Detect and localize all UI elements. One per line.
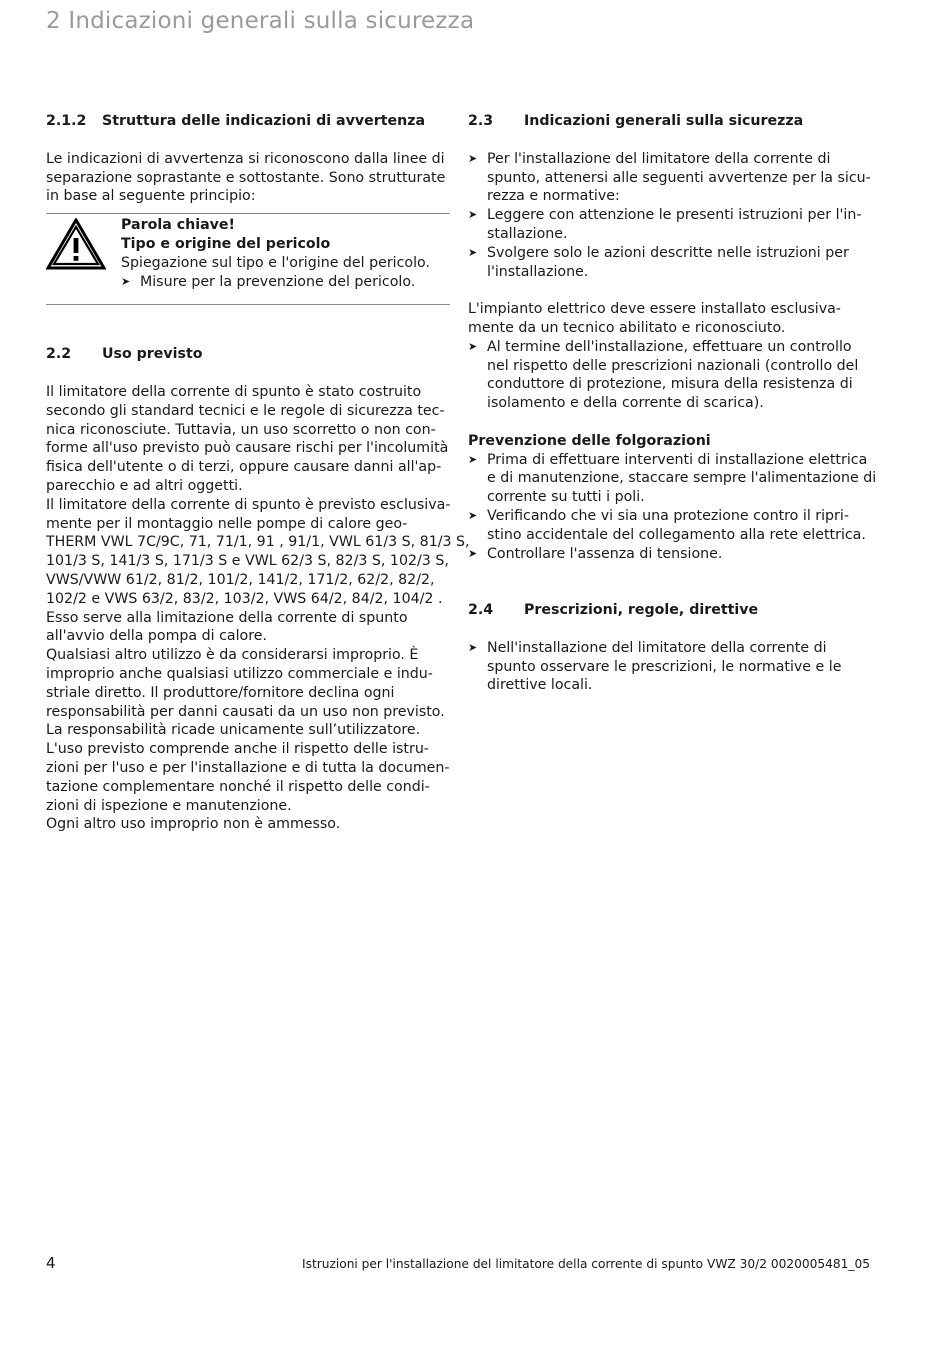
right-column bbox=[468, 112, 878, 695]
text-line: mente da un tecnico abilitato e riconosciuto. bbox=[468, 319, 786, 336]
safety-bullets-3 bbox=[468, 451, 878, 564]
page-number: 4 bbox=[46, 1254, 56, 1272]
list-item bbox=[468, 507, 878, 545]
section-title: Prescrizioni, regole, direttive bbox=[524, 601, 759, 618]
text-line: striale diretto. Il produttore/fornitore declina ogni bbox=[46, 684, 395, 701]
text-line: Le indicazioni di avvertenza si riconoscono dalla linee di bbox=[46, 150, 445, 167]
section-heading-2-4 bbox=[468, 601, 878, 620]
text-line: fisica dell'utente o di terzi, oppure causare danni all'ap- bbox=[46, 459, 442, 476]
text-line: spunto osservare le prescrizioni, le normative e le bbox=[487, 658, 842, 675]
arrow-bullet-icon: ➤ bbox=[468, 208, 478, 222]
section-number: 2.2 bbox=[46, 346, 72, 363]
page-header-title: 2 Indicazioni generali sulla sicurezza bbox=[46, 8, 475, 34]
text-line: stallazione. bbox=[487, 225, 568, 242]
text-line: parecchio e ad altri oggetti. bbox=[46, 477, 243, 494]
text-line: forme all'uso previsto può causare rischi per l'incolumità bbox=[46, 440, 449, 457]
arrow-bullet-icon: ➤ bbox=[468, 508, 478, 522]
text-line: Il limitatore della corrente di spunto è stato costruito bbox=[46, 383, 422, 400]
text-line: l'installazione. bbox=[487, 263, 589, 280]
list-item bbox=[468, 150, 878, 206]
text-line: Leggere con attenzione le presenti istruzioni per l'in- bbox=[487, 207, 862, 224]
warning-explanation: Spiegazione sul tipo e l'origine del pericolo. bbox=[121, 254, 430, 271]
text-line: improprio anche qualsiasi utilizzo commerciale e indu- bbox=[46, 665, 433, 682]
list-item bbox=[468, 639, 878, 695]
text-line: Per l'installazione del limitatore della corrente di bbox=[487, 150, 831, 167]
text-line: Svolgere solo le azioni descritte nelle istruzioni per bbox=[487, 244, 849, 261]
text-line: Prima di effettuare interventi di installazione elettrica bbox=[487, 451, 868, 468]
text-line: nica riconosciute. Tuttavia, un uso scorretto o non con- bbox=[46, 421, 436, 438]
regulations-bullets bbox=[468, 639, 878, 695]
left-column bbox=[46, 112, 470, 834]
text-line: zioni per l'uso e per l'installazione e di tutta la documen- bbox=[46, 759, 450, 776]
text-line: Ogni altro uso improprio non è ammesso. bbox=[46, 816, 341, 833]
safety-bullets-2 bbox=[468, 338, 878, 413]
text-line: direttive locali. bbox=[487, 677, 593, 694]
text-line: Al termine dell'installazione, effettuare un controllo bbox=[487, 338, 852, 355]
text-line: mente per il montaggio nelle pompe di calore geo- bbox=[46, 515, 408, 532]
section-heading-2-3 bbox=[468, 112, 878, 131]
text-line: VWS/VWW 61/2, 81/2, 101/2, 141/2, 171/2, 62/2, 82/2, bbox=[46, 571, 435, 588]
arrow-bullet-icon: ➤ bbox=[468, 452, 478, 466]
list-item bbox=[468, 244, 878, 282]
text-line: rezza e normative: bbox=[487, 188, 620, 205]
section-number: 2.3 bbox=[468, 113, 494, 129]
text-line: corrente su tutti i poli. bbox=[487, 489, 645, 506]
text-line: spunto, attenersi alle seguenti avvertenze per la sicu- bbox=[487, 169, 871, 186]
text-line: isolamento e della corrente di scarica). bbox=[487, 395, 764, 412]
text-line: Qualsiasi altro utilizzo è da considerarsi improprio. È bbox=[46, 647, 419, 664]
text-line: e di manutenzione, staccare sempre l'alimentazione di bbox=[487, 470, 877, 487]
text-line: L'impianto elettrico deve essere installato esclusiva- bbox=[468, 301, 841, 318]
warning-keyword: Parola chiave! bbox=[121, 217, 235, 234]
section-number: 2.1.2 bbox=[46, 113, 87, 129]
text-line: La responsabilità ricade unicamente sull’utilizzatore. bbox=[46, 722, 421, 739]
section-title: Uso previsto bbox=[102, 346, 203, 363]
arrow-bullet-icon: ➤ bbox=[468, 151, 478, 165]
intended-use-text bbox=[46, 383, 470, 834]
text-line: all'avvio della pompa di calore. bbox=[46, 628, 267, 645]
warning-intro bbox=[46, 150, 450, 206]
safety-bullets-1 bbox=[468, 150, 878, 282]
text-line: L'uso previsto comprende anche il rispetto delle istru- bbox=[46, 741, 429, 758]
section-heading-2-2 bbox=[46, 345, 450, 364]
section-title: Struttura delle indicazioni di avvertenza bbox=[102, 113, 426, 129]
section-title: Indicazioni generali sulla sicurezza bbox=[524, 113, 804, 129]
arrow-bullet-icon: ➤ bbox=[468, 640, 478, 654]
text-line: separazione soprastante e sottostante. Sono strutturate bbox=[46, 169, 446, 186]
warning-example-box bbox=[46, 213, 450, 305]
text-line: Verificando che vi sia una protezione contro il ripri- bbox=[487, 507, 849, 524]
text-line: responsabilità per danni causati da un uso non previsto. bbox=[46, 703, 445, 720]
warning-triangle-icon bbox=[46, 218, 106, 270]
text-line: stino accidentale del collegamento alla rete elettrica. bbox=[487, 526, 866, 543]
text-line: THERM VWL 7C/9C, 71, 71/1, 91 , 91/1, VWL 61/3 S, 81/3 S, bbox=[46, 534, 470, 551]
text-line: nel rispetto delle prescrizioni nazionali (controllo del bbox=[487, 357, 859, 374]
text-line: Esso serve alla limitazione della corrente di spunto bbox=[46, 609, 408, 626]
list-item bbox=[468, 451, 878, 507]
text-line: 101/3 S, 141/3 S, 171/3 S e VWL 62/3 S, 82/3 S, 102/3 S, bbox=[46, 553, 449, 570]
subheading-electric-shock: Prevenzione delle folgorazioni bbox=[468, 432, 711, 449]
warning-measure: Misure per la prevenzione del pericolo. bbox=[140, 273, 416, 290]
text-line: Il limitatore della corrente di spunto è previsto esclusiva- bbox=[46, 496, 451, 513]
list-item bbox=[468, 545, 878, 564]
arrow-bullet-icon: ➤ bbox=[468, 339, 478, 353]
arrow-bullet-icon: ➤ bbox=[468, 245, 478, 259]
section-number: 2.4 bbox=[468, 601, 494, 618]
text-line: Controllare l'assenza di tensione. bbox=[487, 545, 723, 562]
text-line: tazione complementare nonché il rispetto delle condi- bbox=[46, 778, 430, 795]
list-item bbox=[468, 206, 878, 244]
text-line: secondo gli standard tecnici e le regole di sicurezza tec- bbox=[46, 402, 445, 419]
electrical-paragraph bbox=[468, 300, 878, 338]
arrow-bullet-icon: ➤ bbox=[121, 274, 131, 288]
arrow-bullet-icon: ➤ bbox=[468, 546, 478, 560]
text-line: in base al seguente principio: bbox=[46, 188, 256, 205]
list-item bbox=[468, 338, 878, 413]
text-line: conduttore di protezione, misura della resistenza di bbox=[487, 376, 853, 393]
section-heading-2-1-2 bbox=[46, 112, 450, 131]
text-line: Nell'installazione del limitatore della corrente di bbox=[487, 639, 827, 656]
text-line: 102/2 e VWS 63/2, 83/2, 103/2, VWS 64/2, 84/2, 104/2 . bbox=[46, 590, 443, 607]
text-line: zioni di ispezione e manutenzione. bbox=[46, 797, 292, 814]
warning-type: Tipo e origine del pericolo bbox=[121, 235, 331, 252]
document-reference: Istruzioni per l'installazione del limitatore della corrente di spunto VWZ 30/2 0020005481_05 bbox=[302, 1257, 870, 1271]
